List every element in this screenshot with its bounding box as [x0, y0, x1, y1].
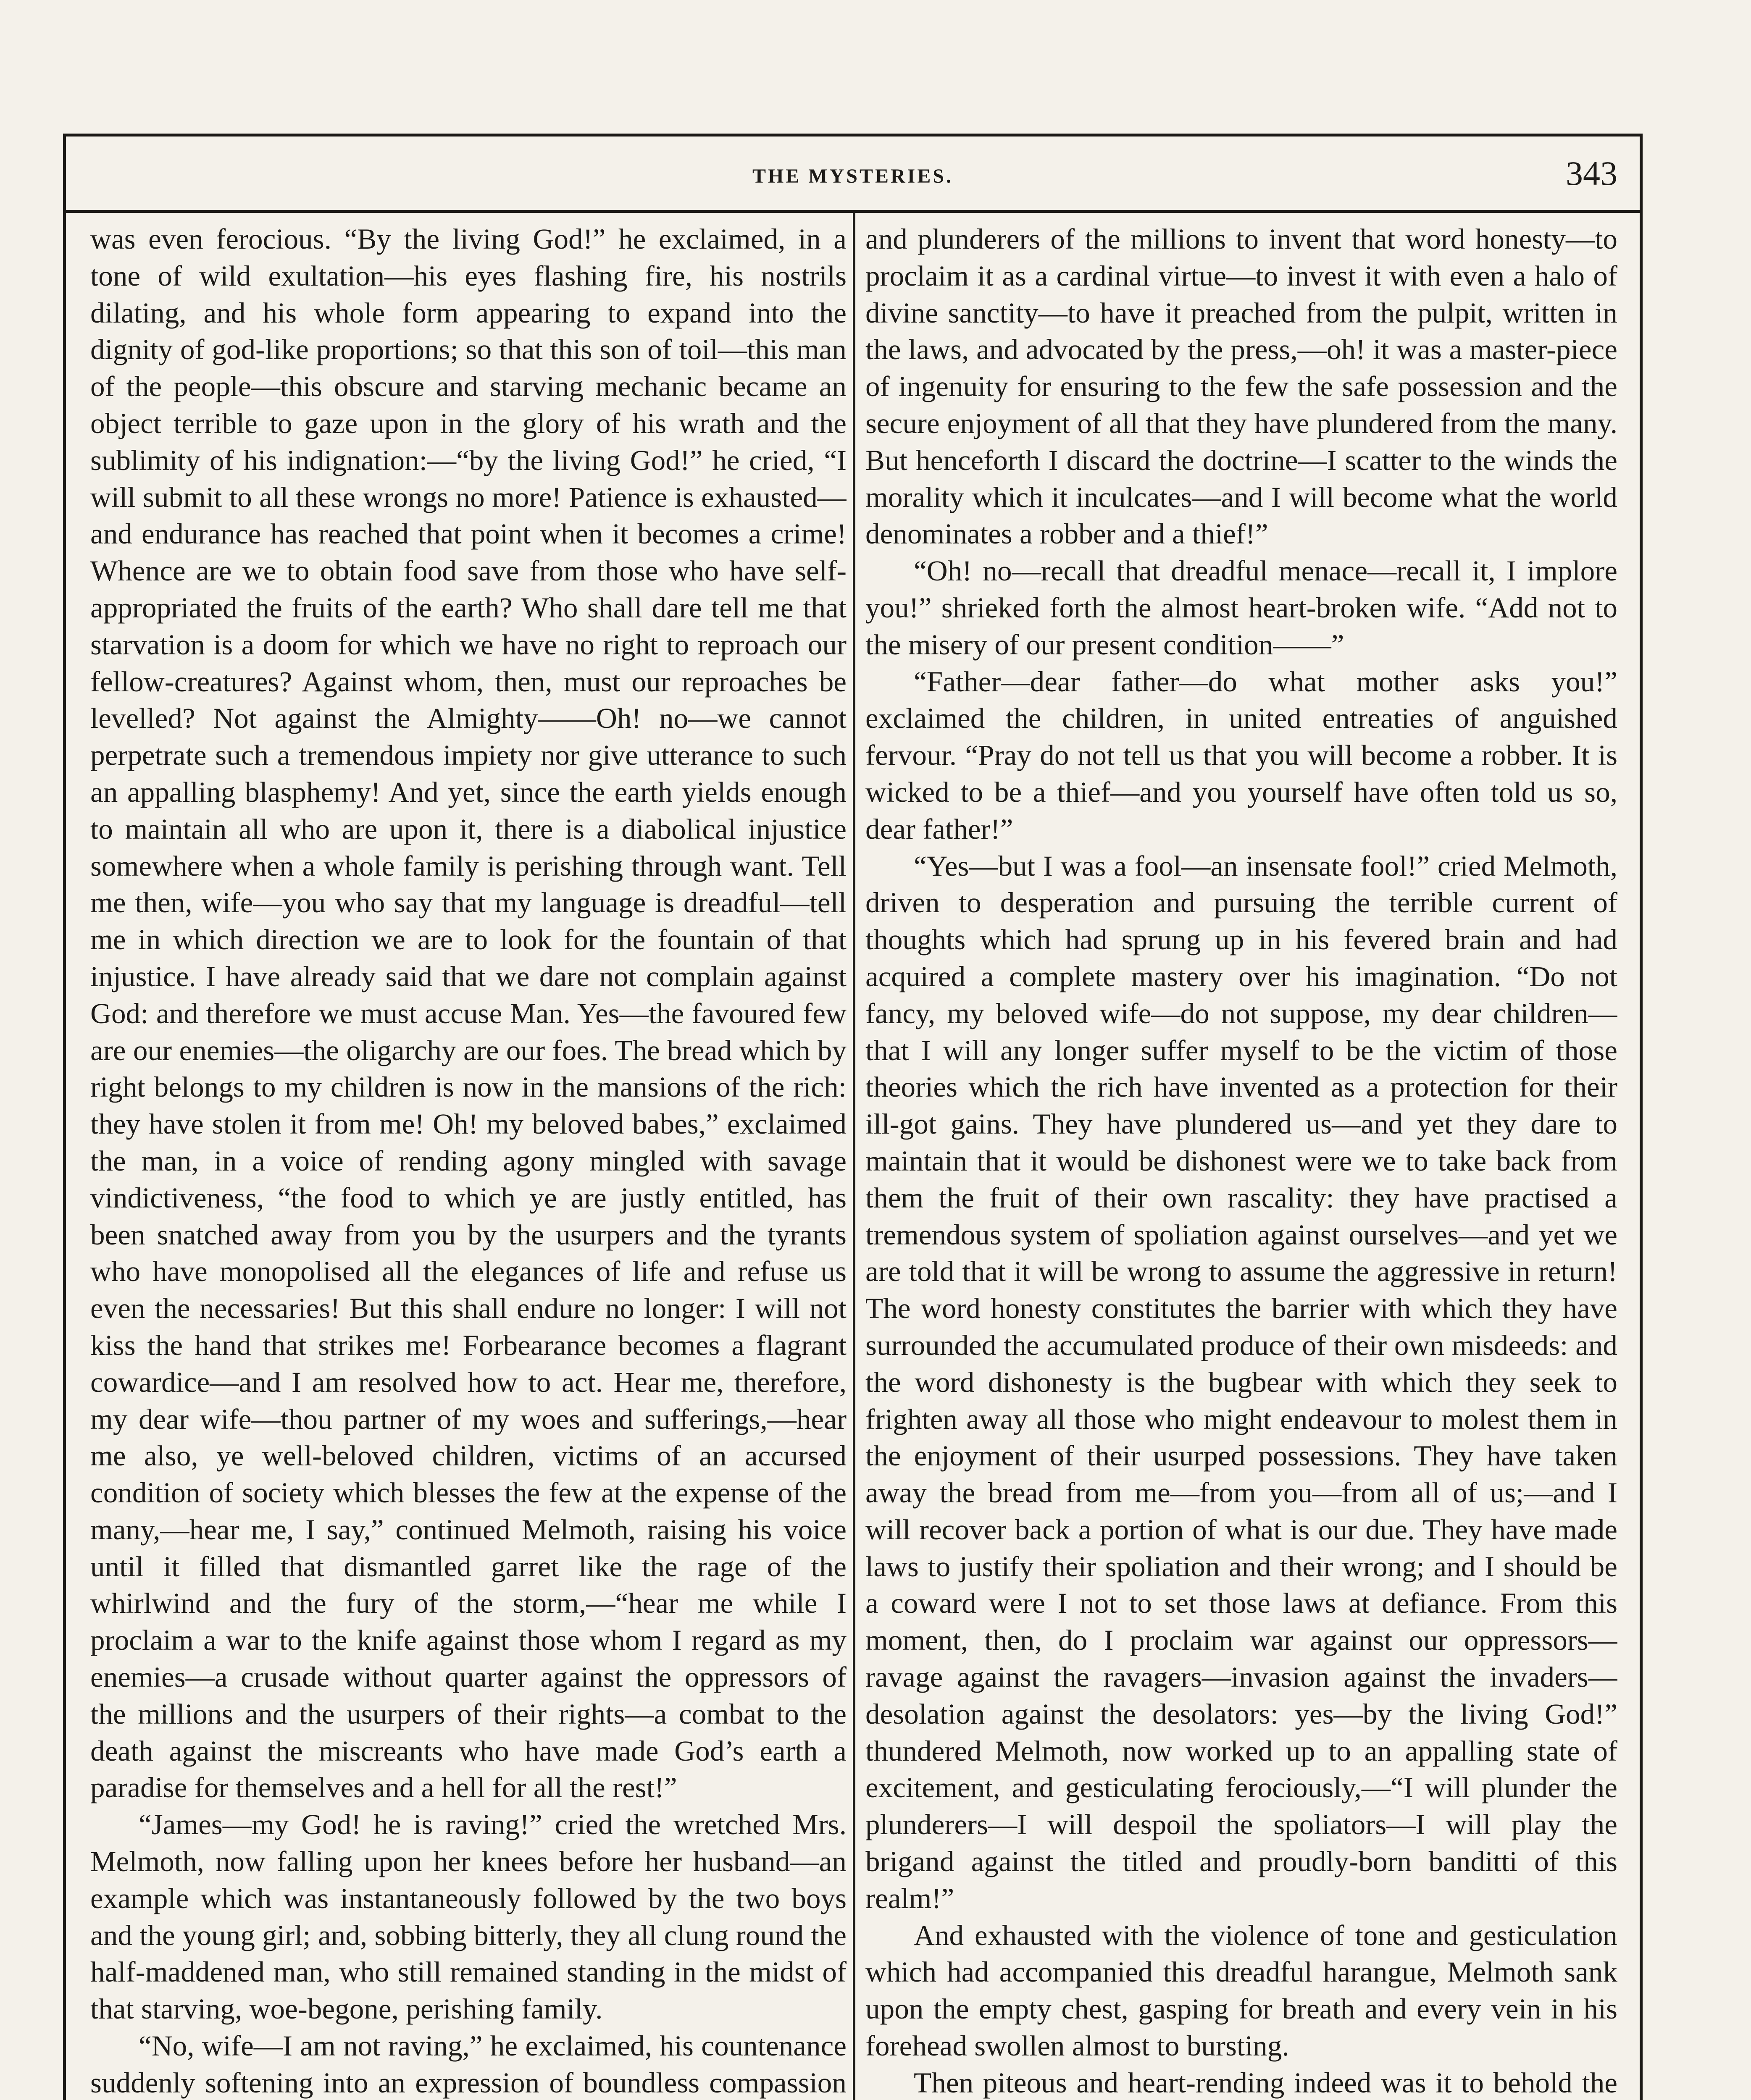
paragraph: and plunderers of the millions to invent that word honesty—to proclaim it as a cardinal virtue—to invest it with even a halo of divine sanctity—to have it preached from the pulpit, written in the laws, and advocated by the press,—oh! it was a master-piece of ingenuity for ensuring to the few the safe possession and the secure enjoyment of all that they have plundered from the many. But henceforth I discard the doctrine—I scatter to the winds the morality which it inculcates—and I will become what the world denominates a robber and a thief!”	[865, 223, 1617, 550]
running-head	[63, 154, 1643, 204]
column-divider	[853, 213, 855, 2100]
paragraph: “No, wife—I am not raving,” he exclaimed, his countenance suddenly softening into an expression of boundless compassion	[90, 2029, 847, 2099]
paragraph: “Oh! no—recall that dreadful menace—recall it, I implore you!” shrieked forth the almost heart-broken wife. “Add not to the misery of our present condition——”	[865, 554, 1617, 661]
paragraph: Then piteous and heart-rending indeed was it to behold the	[914, 2066, 1617, 2099]
paragraph: was even ferocious. “By the living God!” he exclaimed, in a tone of wild exultation—his eyes flashing fire, his nostrils dilating, and his whole form appearing to expand into the dignity of god-like proportions; so that this son of toil—this man of the people—this obscure and starving mechanic became an object terrible to gaze upon in the glory of his wrath and the sublimity of his indignation:—“by the living God!” he cried, “I will submit to all these wrongs no more! Patience is exhausted—and endurance has reached that point when it becomes a crime! Whence are we to obtain food save from those who have self-appropriated the fruits of the earth? Who shall dare tell me that starvation is a doom for which we have no right to reproach our fellow-creatures? Against whom, then, must our reproaches be levelled? Not against the Almighty——Oh! no—we cannot perpetrate such a tremendous impiety nor give utterance to such an appalling blasphemy! And yet, since the earth yields enough to maintain all who are upon it, there is a diabolical injustice somewhere when a whole family is perishing through want. Tell me then, wife—you who say that my language is dreadful—tell me in which direction we are to look for the fountain of that injustice. I have already said that we dare not complain against God: and therefore we must accuse Man. Yes—the favoured few are our enemies—the oligarchy are our foes. The bread which by right belongs to my children is now in the mansions of the rich: they have stolen it from me! Oh! my beloved babes,” exclaimed the man, in a voice of rending agony mingled with savage vindictiveness, “the food to which ye are justly entitled, has been snatched away from you by the usurpers and the tyrants who have monopolised all the elegances of life and refuse us even the necessaries! But this shall endure no longer: I will not kiss the hand that strikes me! Forbearance becomes a flagrant cowardice—and I am resolved how to act. Hear me, therefore, my dear wife—thou partner of my woes and sufferings,—hear me also, ye well-beloved children, victims of an accursed condition of society which blesses the few at the expense of the many,—hear me, I say,” continued Melmoth, raising his voice until it filled that dismantled garret like the rage of the whirlwind and the fury of the storm,—“hear me while I proclaim a war to the knife against those whom I regard as my enemies—a crusade without quarter against the oppressors of the millions and the usurpers of their rights—a combat to the death against the miscreants who have made God’s earth a paradise for themselves and a hell for all the rest!”	[90, 223, 847, 1804]
left-column	[90, 220, 847, 2100]
page-number: 343	[1566, 154, 1617, 192]
right-column	[865, 220, 1617, 2100]
paragraph: “Father—dear father—do what mother asks you!” exclaimed the children, in united entreaties of anguished fervour. “Pray do not tell us that you will become a robber. It is wicked to be a thief—and you yourself have often told us so, dear father!”	[865, 665, 1617, 845]
paragraph: “Yes—but I was a fool—an insensate fool!” cried Melmoth, driven to desperation and pursuing the terrible current of thoughts which had sprung up in his fevered brain and had acquired a complete mastery over his imagination. “Do not fancy, my beloved wife—do not suppose, my dear children—that I will any longer suffer myself to be the victim of those theories which the rich have invented as a protection for their ill-got gains. They have plundered us—and yet they dare to maintain that it would be dishonest were we to take back from them the fruit of their own rascality: they have practised a tremendous system of spoliation against ourselves—and yet we are told that it will be wrong to assume the aggressive in return! The word honesty constitutes the barrier with which they have surrounded the accumulated produce of their own misdeeds: and the word dishonesty is the bugbear with which they seek to frighten away all those who might endeavour to molest them in the enjoyment of their usurped possessions. They have taken away the bread from me—from you—from all of us;—and I will recover back a portion of what is our due. They have made laws to justify their spoliation and their wrong; and I should be a coward were I not to set those laws at defiance. From this moment, then, do I proclaim war against our oppressors—ravage against the ravagers—invasion against the invaders—desolation against the desolators: yes—by the living God!” thundered Melmoth, now worked up to an appalling state of excitement, and gesticulating ferociously,—“I will plunder the plunderers—I will despoil the spoliators—I will play the brigand against the titled and proudly-born banditti of this realm!”	[865, 849, 1617, 1914]
paragraph: And exhausted with the violence of tone and gesticulation which had accompanied this dreadful harangue, Melmoth sank upon the empty chest, gasping for breath and every vein in his forehead swollen almost to bursting.	[865, 1919, 1617, 2062]
paragraph: “James—my God! he is raving!” cried the wretched Mrs. Melmoth, now falling upon her knees before her husband—an example which was instantaneously followed by the two boys and the young girl; and, sobbing bitterly, they all clung round the half-maddened man, who still remained standing in the midst of that starving, woe-begone, perishing family.	[90, 1808, 847, 2025]
running-title: THE MYSTERIES.	[752, 165, 954, 187]
